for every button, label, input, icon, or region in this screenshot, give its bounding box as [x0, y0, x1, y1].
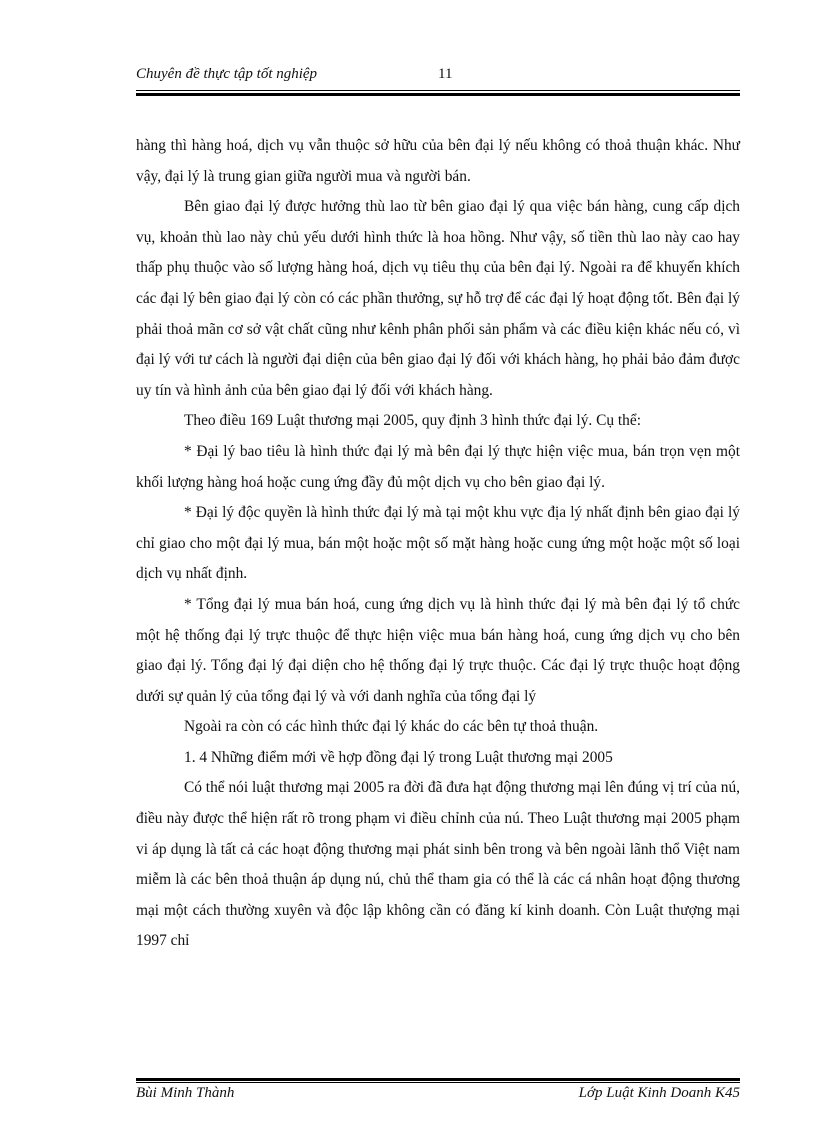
- body-paragraph: Có thể nói luật thương mại 2005 ra đời đã đưa hạt động thương mại lên đúng vị trí của nú, điều này được thể hiện rất rõ trong phạm vi điều chỉnh của nú. Theo Luật thương mại 2005 phạm vi áp dụng là tất cả các hoạt động thương mại phát sinh bên trong và bên ngoài lãnh thổ Việt nam miễm là các bên thoả thuận áp dụng nú, chủ thể tham gia có thể là các cá nhân hoạt động thương mại một cách thường xuyên và độc lập không cần có đăng kí kinh doanh. Còn Luật thượng mại 1997 chỉ: [136, 779, 740, 950]
- list-paragraph: * Đại lý bao tiêu là hình thức đại lý mà bên đại lý thực hiện việc mua, bán trọn vẹn một khối lượng hàng hoá hoặc cung ứng đầy đủ một dịch vụ cho bên giao đại lý.: [136, 442, 740, 491]
- body-paragraph: Bên giao đại lý được hưởng thù lao từ bên giao đại lý qua việc bán hàng, cung cấp dịch vụ, khoản thù lao này chủ yếu dưới hình thức là hoa hồng. Như vậy, số tiền thù lao này cao hay thấp phụ thuộc vào số lượng hàng hoá, dịch vụ tiêu thụ của bên đại lý. Ngoài ra để khuyến khích các đại lý bên giao đại lý còn có các phần thưởng, sự hỗ trợ để các đại lý hoạt động tốt. Bên đại lý phải thoả mãn cơ sở vật chất cũng như kênh phân phối sản phẩm và các điều kiện khác nếu có, vì đại lý với tư cách là người đại diện của bên giao đại lý đối với khách hàng, họ phải bảo đảm được uy tín và hình ảnh của bên giao đại lý đối với khách hàng.: [136, 198, 740, 399]
- body-paragraph: Ngoài ra còn có các hình thức đại lý khác do các bên tự thoả thuận.: [184, 718, 599, 736]
- page-header: [136, 66, 740, 90]
- header-rule-thin: [136, 90, 740, 91]
- list-paragraph: * Tổng đại lý mua bán hoá, cung ứng dịch vụ là hình thức đại lý mà bên đại lý tổ chức một hệ thống đại lý trực thuộc để thực hiện việc mua bán hàng hoá, cung ứng dịch vụ cho bên giao đại lý. Tổng đại lý đại diện cho hệ thống đại lý trực thuộc. Các đại lý trực thuộc hoạt động dưới sự quản lý của tổng đại lý và với danh nghĩa của tổng đại lý: [136, 595, 740, 705]
- footer-class: Lớp Luật Kinh Doanh K45: [578, 1085, 740, 1101]
- footer-rule-thick: [136, 1078, 740, 1081]
- footer-rule-thin: [136, 1082, 740, 1083]
- header-rule-thick: [136, 93, 740, 96]
- section-heading: 1. 4 Những điểm mới về hợp đồng đại lý trong Luật thương mại 2005: [184, 748, 613, 766]
- body-paragraph: hàng thì hàng hoá, dịch vụ vẫn thuộc sở hữu của bên đại lý nếu không có thoả thuận khác. Như vậy, đại lý là trung gian giữa người mua và người bán.: [136, 137, 740, 185]
- list-paragraph: * Đại lý độc quyền là hình thức đại lý mà tại một khu vực địa lý nhất định bên giao đại lý chỉ giao cho một đại lý mua, bán một hoặc một số mặt hàng hoặc cung ứng một hoặc một số loại dịch vụ nhất định.: [136, 504, 740, 583]
- document-title: Chuyên đề thực tập tốt nghiệp: [136, 66, 318, 82]
- footer-author: Bùi Minh Thành: [136, 1085, 235, 1101]
- document-body: [136, 131, 740, 957]
- body-paragraph: Theo điều 169 Luật thương mại 2005, quy định 3 hình thức đại lý. Cụ thể:: [184, 412, 641, 430]
- page-number: 11: [438, 66, 453, 82]
